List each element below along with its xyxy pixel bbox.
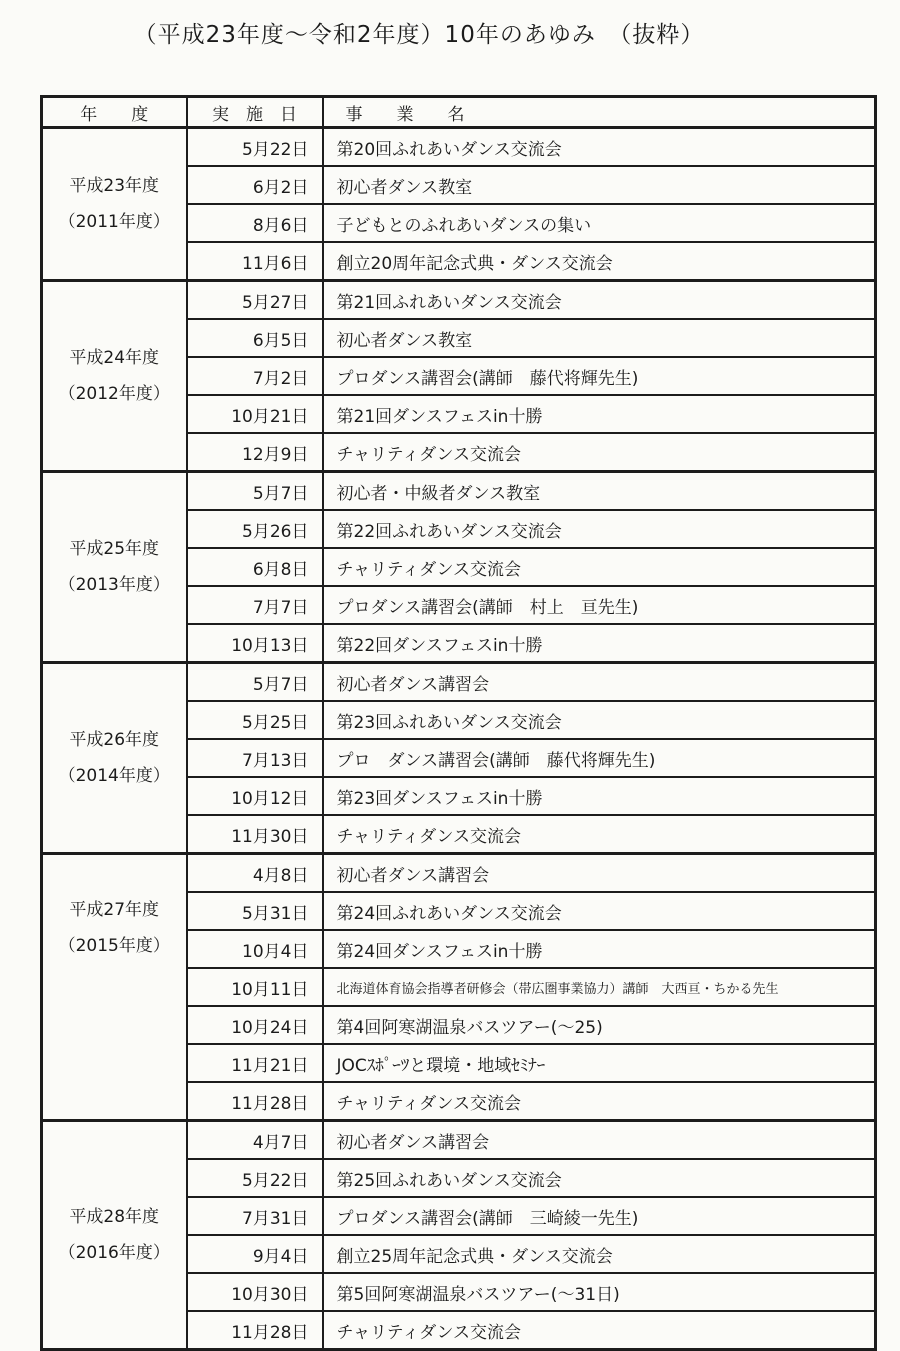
date-cell: 9月4日	[187, 1235, 323, 1273]
event-cell: プロダンス講習会(講師 三崎綾一先生)	[323, 1197, 876, 1235]
year-era-label: 平成28年度	[69, 1207, 160, 1227]
date-cell: 10月13日	[187, 624, 323, 663]
date-cell: 10月30日	[187, 1273, 323, 1311]
year-era-label: 平成27年度	[69, 900, 160, 920]
year-cell	[42, 128, 187, 281]
event-cell: JOCｽﾎﾟｰﾂと環境・地域ｾﾐﾅｰ	[323, 1044, 876, 1082]
date-cell: 11月28日	[187, 1082, 323, 1121]
table-row	[42, 663, 876, 702]
date-cell: 5月22日	[187, 1159, 323, 1197]
header-year: 年 度	[42, 97, 187, 128]
event-cell: 第24回ふれあいダンス交流会	[323, 892, 876, 930]
event-cell: 第4回阿寒湖温泉バスツアー(～25)	[323, 1006, 876, 1044]
table-row	[42, 1121, 876, 1160]
year-western-label: （2016年度）	[58, 1243, 170, 1263]
event-cell: 第21回ダンスフェスin十勝	[323, 395, 876, 433]
table-row	[42, 128, 876, 167]
date-cell: 5月7日	[187, 663, 323, 702]
date-cell: 6月5日	[187, 319, 323, 357]
header-date: 実 施 日	[187, 97, 323, 128]
date-cell: 5月31日	[187, 892, 323, 930]
date-cell: 11月21日	[187, 1044, 323, 1082]
event-cell: 第23回ダンスフェスin十勝	[323, 777, 876, 815]
event-cell: チャリティダンス交流会	[323, 433, 876, 472]
event-cell: 創立20周年記念式典・ダンス交流会	[323, 242, 876, 281]
date-cell: 7月31日	[187, 1197, 323, 1235]
event-cell: 北海道体育協会指導者研修会（帯広圏事業協力）講師 大西亘・ちかる先生	[323, 968, 876, 1006]
year-cell	[42, 1121, 187, 1350]
event-cell: 第24回ダンスフェスin十勝	[323, 930, 876, 968]
date-cell: 5月22日	[187, 128, 323, 167]
year-western-label: （2015年度）	[58, 936, 170, 956]
event-cell: 創立25周年記念式典・ダンス交流会	[323, 1235, 876, 1273]
date-cell: 7月2日	[187, 357, 323, 395]
event-cell: プロダンス講習会(講師 藤代将輝先生)	[323, 357, 876, 395]
table-row	[42, 472, 876, 511]
event-cell: 初心者ダンス講習会	[323, 1121, 876, 1160]
event-cell: チャリティダンス交流会	[323, 1311, 876, 1350]
year-cell	[42, 854, 187, 1121]
header-event: 事 業 名	[323, 97, 876, 128]
event-cell: 初心者ダンス教室	[323, 319, 876, 357]
year-era-label: 平成23年度	[69, 176, 160, 196]
date-cell: 6月2日	[187, 166, 323, 204]
date-cell: 6月8日	[187, 548, 323, 586]
event-cell: 初心者ダンス講習会	[323, 663, 876, 702]
event-cell: 初心者・中級者ダンス教室	[323, 472, 876, 511]
event-cell: 初心者ダンス講習会	[323, 854, 876, 893]
date-cell: 5月7日	[187, 472, 323, 511]
date-cell: 10月12日	[187, 777, 323, 815]
date-cell: 10月4日	[187, 930, 323, 968]
year-western-label: （2012年度）	[58, 384, 170, 404]
event-cell: 子どもとのふれあいダンスの集い	[323, 204, 876, 242]
year-western-label: （2014年度）	[58, 766, 170, 786]
date-cell: 11月28日	[187, 1311, 323, 1350]
date-cell: 10月11日	[187, 968, 323, 1006]
event-cell: プロダンス講習会(講師 村上 亘先生)	[323, 586, 876, 624]
date-cell: 4月8日	[187, 854, 323, 893]
date-cell: 10月24日	[187, 1006, 323, 1044]
year-western-label: （2011年度）	[58, 212, 170, 232]
event-cell: チャリティダンス交流会	[323, 548, 876, 586]
year-era-label: 平成24年度	[69, 348, 160, 368]
date-cell: 11月30日	[187, 815, 323, 854]
date-cell: 7月7日	[187, 586, 323, 624]
event-cell: 第5回阿寒湖温泉バスツアー(～31日)	[323, 1273, 876, 1311]
page-title: （平成23年度～令和2年度）10年のあゆみ （抜粋）	[133, 22, 705, 48]
header-row	[42, 97, 876, 128]
table-row	[42, 281, 876, 320]
event-cell: 第22回ダンスフェスin十勝	[323, 624, 876, 663]
event-cell: 初心者ダンス教室	[323, 166, 876, 204]
year-cell	[42, 281, 187, 472]
event-cell: プロ ダンス講習会(講師 藤代将輝先生)	[323, 739, 876, 777]
year-cell	[42, 663, 187, 854]
date-cell: 4月7日	[187, 1121, 323, 1160]
date-cell: 5月27日	[187, 281, 323, 320]
event-cell: 第23回ふれあいダンス交流会	[323, 701, 876, 739]
event-cell: 第21回ふれあいダンス交流会	[323, 281, 876, 320]
date-cell: 7月13日	[187, 739, 323, 777]
event-cell: チャリティダンス交流会	[323, 1082, 876, 1121]
year-era-label: 平成26年度	[69, 730, 160, 750]
date-cell: 8月6日	[187, 204, 323, 242]
year-western-label: （2013年度）	[58, 575, 170, 595]
year-cell	[42, 472, 187, 663]
history-table	[40, 95, 877, 1351]
date-cell: 5月26日	[187, 510, 323, 548]
event-cell: 第22回ふれあいダンス交流会	[323, 510, 876, 548]
event-cell: 第25回ふれあいダンス交流会	[323, 1159, 876, 1197]
date-cell: 5月25日	[187, 701, 323, 739]
year-era-label: 平成25年度	[69, 539, 160, 559]
date-cell: 10月21日	[187, 395, 323, 433]
event-cell: チャリティダンス交流会	[323, 815, 876, 854]
date-cell: 12月9日	[187, 433, 323, 472]
date-cell: 11月6日	[187, 242, 323, 281]
table-row	[42, 854, 876, 893]
event-cell: 第20回ふれあいダンス交流会	[323, 128, 876, 167]
